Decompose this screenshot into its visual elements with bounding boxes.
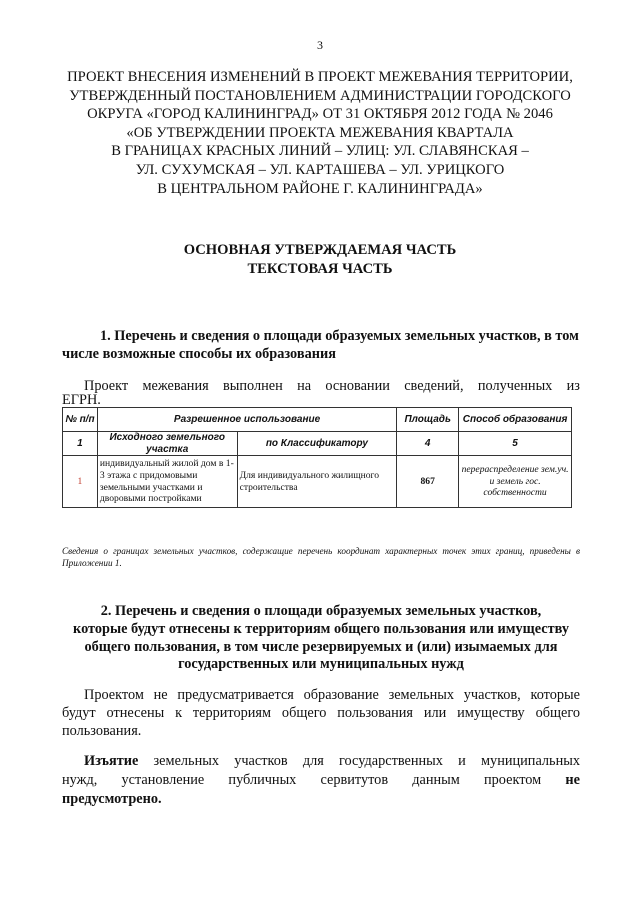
word: будут [62, 705, 96, 721]
word: Проект [84, 378, 129, 394]
word: основании [325, 378, 390, 394]
section-subtitle: ТЕКСТОВАЯ ЧАСТЬ [247, 260, 393, 277]
page-number: 3 [317, 38, 323, 52]
title-line: ПРОЕКТ ВНЕСЕНИЯ ИЗМЕНЕНИЙ В ПРОЕКТ МЕЖЕВАНИЯ ТЕРРИТОРИИ, [67, 69, 573, 85]
word: не [153, 687, 168, 703]
word-bold: не [565, 771, 580, 788]
word: публичных [228, 771, 297, 788]
table-row [63, 456, 572, 508]
word: муниципальных [481, 753, 580, 769]
word: предусматривается [177, 687, 294, 703]
header-method: Способ образования [459, 408, 572, 432]
word: установление [121, 771, 205, 788]
word: или [423, 705, 447, 721]
heading-1 [62, 327, 580, 364]
word: полученных [477, 378, 553, 394]
paragraph-2-line-2 [62, 704, 580, 722]
word: которые [530, 687, 580, 703]
subheader-num: 1 [63, 432, 98, 456]
heading-2-line: общего пользования, в том числе резервируемых и (или) изымаемых для [84, 638, 558, 655]
title-line: «ОБ УТВЕРЖДЕНИИ ПРОЕКТА МЕЖЕВАНИЯ КВАРТАЛА [126, 124, 514, 141]
word: сервитутов [320, 771, 389, 788]
paragraph-3-line-2 [62, 771, 580, 790]
word: нужд, [62, 771, 98, 788]
paragraph-2-line-3: пользования. [62, 723, 142, 739]
table-header-row [63, 408, 572, 432]
subheader-area: 4 [397, 432, 459, 456]
word: имуществу [457, 705, 525, 721]
paragraph-1-line-1 [62, 379, 580, 393]
cell-original: индивидуальный жилой дом в 1-3 этажа с придомовыми земельными участками и дворовыми постройками [97, 456, 237, 508]
cell-num: 1 [63, 456, 98, 508]
header-area: Площадь [397, 408, 459, 432]
title-line: УТВЕРЖДЕННЫЙ ПОСТАНОВЛЕНИЕМ АДМИНИСТРАЦИИ ГОРОДСКОГО [69, 87, 571, 104]
subheader-classifier: по Классификатору [237, 432, 397, 456]
header-num: № п/п [63, 408, 98, 432]
word: к [175, 705, 183, 721]
word: и [458, 753, 466, 769]
word: территориям [192, 705, 272, 721]
word: участков, [463, 687, 521, 703]
table-note: Сведения о границах земельных участков, содержащие перечень координат характерных точек этих границ, приведены в Приложении 1. [62, 546, 580, 568]
word-bold: Изъятие [84, 753, 139, 769]
paragraph-2-line-1 [62, 686, 580, 704]
word: Проектом [84, 687, 144, 703]
word: пользования [337, 705, 413, 721]
heading-2 [62, 603, 580, 674]
word: сведений, [404, 378, 464, 394]
subheader-method: 5 [459, 432, 572, 456]
document-title [60, 68, 580, 198]
land-plots-table [62, 407, 572, 508]
word: на [297, 378, 312, 394]
word: общего [535, 705, 580, 721]
title-line: В ГРАНИЦАХ КРАСНЫХ ЛИНИЙ – УЛИЦ: УЛ. СЛАВЯНСКАЯ – [111, 143, 529, 160]
heading-2-line: 2. Перечень и сведения о площади образуемых земельных участков, [100, 603, 542, 619]
cell-method: перераспределение зем.уч. и земель гос. собственности [459, 456, 572, 508]
word: межевания [142, 378, 209, 394]
heading-1-line: 1. Перечень и сведения о площади образуемых земельных участков, в том [100, 328, 579, 344]
paragraph-2 [62, 686, 580, 740]
subheader-original: Исходного земельного участка [97, 432, 237, 456]
header-allowed-use: Разрешенное использование [97, 408, 396, 432]
cell-classifier: Для индивидуального жилищного строительства [237, 456, 397, 508]
word: земельных [153, 753, 219, 769]
word: для [302, 753, 324, 769]
paragraph-3 [62, 752, 580, 808]
title-line: ОКРУГА «ГОРОД КАЛИНИНГРАД» ОТ 31 ОКТЯБРЯ 2012 ГОДА № 2046 [87, 106, 553, 123]
title-line: В ЦЕНТРАЛЬНОМ РАЙОНЕ Г. КАЛИНИНГРАДА» [157, 180, 483, 197]
heading-1-line: числе возможные способы их образования [62, 346, 336, 363]
word: государственных [339, 753, 443, 769]
paragraph-1-line-2: ЕГРН. [62, 392, 101, 408]
word: образование [303, 687, 379, 703]
paragraph-3-line-3: предусмотрено. [62, 790, 162, 807]
word: выполнен [223, 378, 283, 394]
heading-2-line: которые будут отнесены к территориям общего пользования или имуществу [73, 620, 569, 637]
section-heading [0, 241, 640, 278]
paragraph-3-line-1 [62, 752, 580, 771]
title-line: УЛ. СУХУМСКАЯ – УЛ. КАРТАШЕВА – УЛ. УРИЦКОГО [135, 161, 505, 178]
word: из [566, 378, 580, 394]
section-title: ОСНОВНАЯ УТВЕРЖДАЕМАЯ ЧАСТЬ [183, 242, 457, 258]
word: общего [281, 705, 327, 721]
word: земельных [388, 687, 455, 703]
word: данным [412, 771, 460, 788]
word: участков [234, 753, 288, 769]
cell-area: 867 [397, 456, 459, 508]
table-subheader-row [63, 432, 572, 456]
word: отнесены [106, 705, 165, 721]
heading-2-line: государственных или муниципальных нужд [178, 656, 464, 673]
word: проектом [483, 771, 542, 788]
paragraph-1 [62, 379, 580, 407]
